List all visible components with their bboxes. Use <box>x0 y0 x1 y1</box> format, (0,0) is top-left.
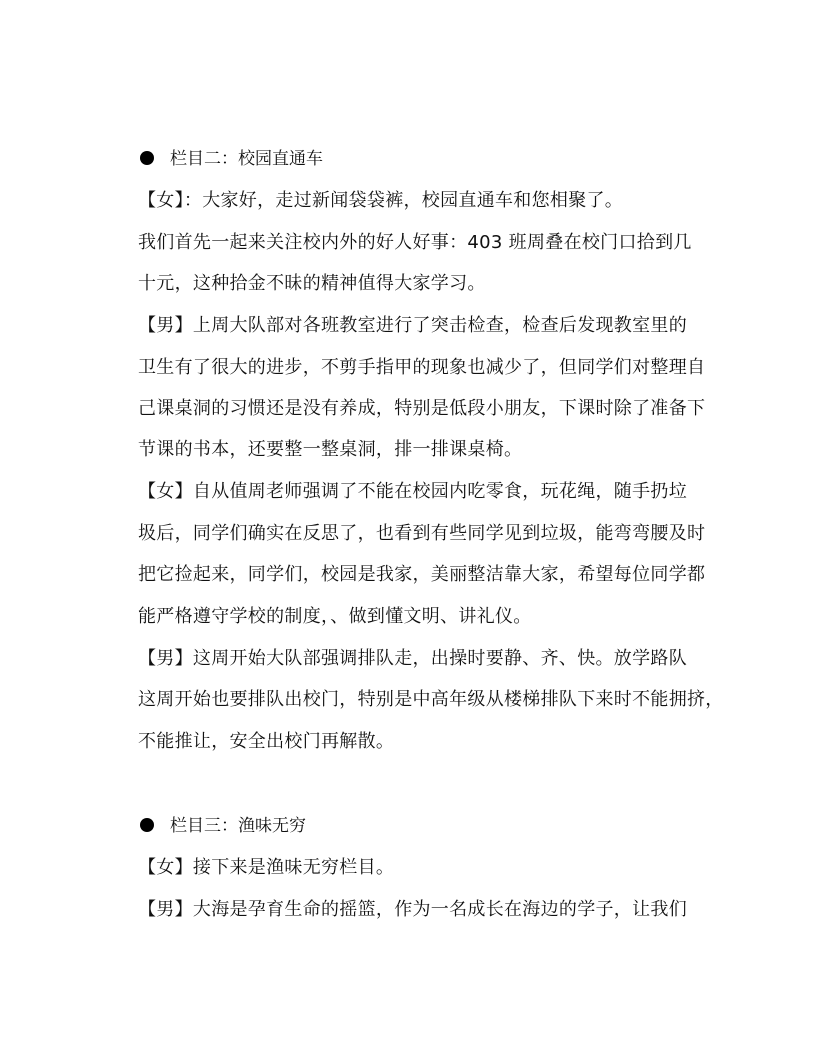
section-title: 栏目二：校园直通车 <box>170 149 323 169</box>
paragraph-line: 节课的书本，还要整一整桌洞，排一排课桌椅。 <box>138 439 523 460</box>
paragraph-line: 【男】上周大队部对各班教室进行了突击检查，检查后发现教室里的 <box>138 315 687 336</box>
bullet-icon <box>140 151 154 165</box>
section-heading <box>138 814 306 838</box>
section-title: 栏目三：渔味无穷 <box>170 816 306 836</box>
paragraph-line: 己课桌洞的习惯还是没有养成，特别是低段小朋友，下课时除了准备下 <box>138 398 706 419</box>
paragraph-line: 【女】：大家好，走过新闻袋袋裤，校园直通车和您相聚了。 <box>138 190 624 211</box>
paragraph-line: 把它捡起来，同学们，校园是我家，美丽整洁靠大家，希望每位同学都 <box>138 564 706 585</box>
paragraph-line: 卫生有了很大的进步，不剪手指甲的现象也减少了，但同学们对整理自 <box>138 357 706 378</box>
paragraph-line: 圾后，同学们确实在反思了，也看到有些同学见到垃圾，能弯弯腰及时 <box>138 523 706 544</box>
paragraph-line: 不能推让，安全出校门再解散。 <box>138 731 395 752</box>
bullet-icon <box>140 818 154 832</box>
paragraph-line: 我们首先一起来关注校内外的好人好事：403 班周叠在校门口拾到几 <box>138 232 692 253</box>
paragraph-line: 【男】大海是孕育生命的摇篮，作为一名成长在海边的学子，让我们 <box>138 899 687 920</box>
section-heading <box>138 147 323 171</box>
paragraph-line: 这周开始也要排队出校门，特别是中高年级从楼梯排队下来时不能拥挤， <box>138 689 724 710</box>
paragraph-line: 【女】接下来是渔味无穷栏目。 <box>138 857 395 878</box>
paragraph-line: 能严格遵守学校的制度，、做到懂文明、讲礼仪。 <box>138 606 532 627</box>
paragraph-line: 【男】这周开始大队部强调排队走，出操时要静、齐、快。放学路队 <box>138 648 687 669</box>
paragraph-line: 【女】自从值周老师强调了不能在校园内吃零食，玩花绳，随手扔垃 <box>138 481 687 502</box>
paragraph-line: 十元，这种拾金不昧的精神值得大家学习。 <box>138 273 486 294</box>
